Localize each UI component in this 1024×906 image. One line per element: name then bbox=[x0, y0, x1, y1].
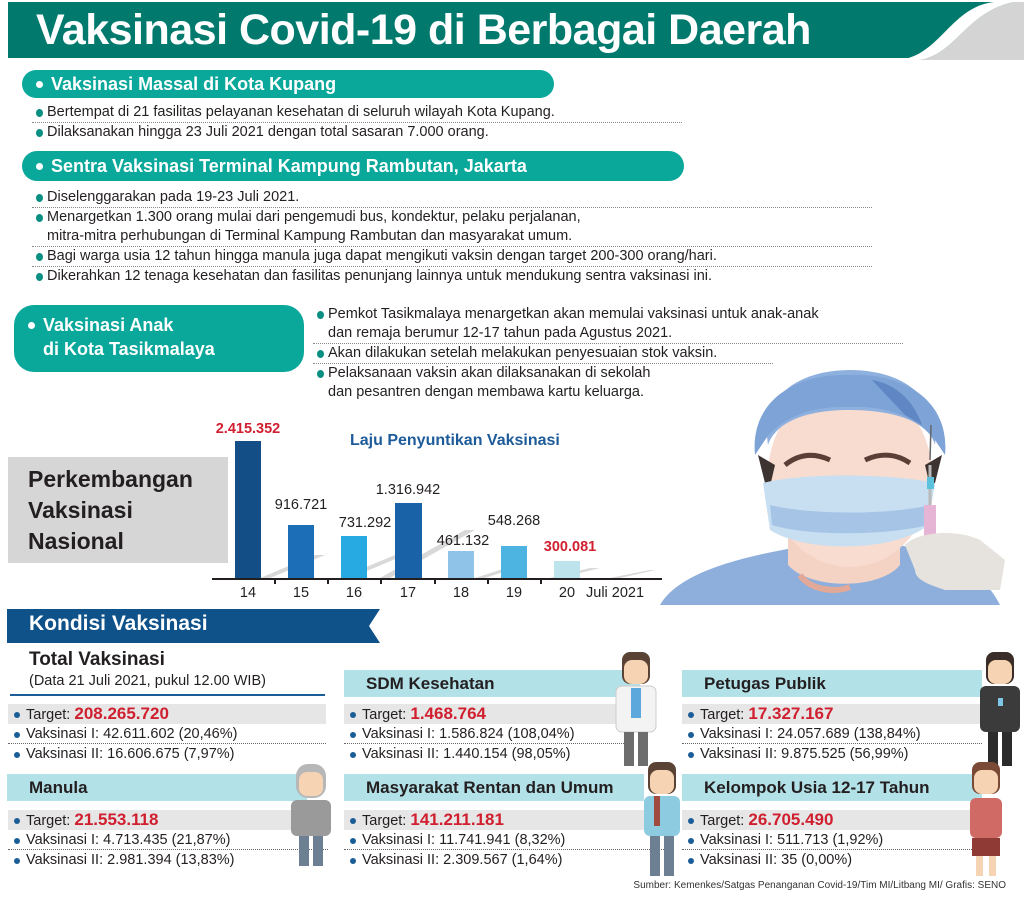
value-label-19: 548.268 bbox=[487, 513, 541, 529]
bar-18 bbox=[448, 551, 474, 578]
target-row: Target: 26.705.490 bbox=[682, 810, 972, 830]
total-subtitle: (Data 21 Juli 2021, pukul 12.00 WIB) bbox=[29, 673, 266, 689]
kondisi-title: Kondisi Vaksinasi bbox=[29, 612, 208, 635]
value-label-17: 1.316.942 bbox=[375, 482, 441, 498]
public-officer-icon bbox=[976, 650, 1024, 770]
bullet-item: Bagi warga usia 12 tahun hingga manula juga dapat mengikuti vaksin dengan target 200-300 orang/hari. bbox=[32, 247, 872, 267]
target-row: Target: 1.468.764 bbox=[344, 704, 634, 724]
value-label-15: 916.721 bbox=[274, 497, 328, 513]
chart-title: Laju Penyuntikan Vaksinasi bbox=[350, 432, 560, 449]
value-label-18: 461.132 bbox=[436, 533, 490, 549]
vaksinasi-1-row: Vaksinasi I: 11.741.941 (8,32%) bbox=[344, 830, 664, 850]
group-petugas-publik-stats bbox=[682, 704, 982, 764]
bullet-item: Pemkot Tasikmalaya menargetkan akan memulai vaksinasi untuk anak-anak bbox=[313, 305, 903, 324]
axis-tick bbox=[327, 578, 329, 584]
bullet-item: Bertempat di 21 fasilitas pelayanan kesehatan di seluruh wilayah Kota Kupang. bbox=[32, 103, 682, 123]
bullet-item: Akan dilakukan setelah melakukan penyesuaian stok vaksin. bbox=[313, 344, 773, 364]
value-label-14: 2.415.352 bbox=[215, 421, 281, 437]
bullet-item: Menargetkan 1.300 orang mulai dari pengemudi bus, kondektur, pelaku perjalanan, bbox=[32, 208, 872, 227]
vaksinasi-2-row: Vaksinasi II: 2.309.567 (1,64%) bbox=[344, 850, 664, 870]
axis-tick bbox=[540, 578, 542, 584]
vaksinasi-1-row: Vaksinasi I: 24.057.689 (138,84%) bbox=[682, 724, 982, 744]
vaksinasi-2-row: Vaksinasi II: 2.981.394 (13,83%) bbox=[8, 850, 328, 870]
section-title: Vaksinasi Massal di Kota Kupang bbox=[51, 73, 337, 94]
group-sdm-kesehatan-heading: SDM Kesehatan bbox=[344, 670, 640, 697]
general-public-icon bbox=[640, 760, 684, 880]
source-credit: Sumber: Kemenkes/Satgas Penanganan Covid-19/Tim MI/Litbang MI/ Grafis: SENO bbox=[633, 880, 1006, 891]
vaksinasi-1-row: Vaksinasi I: 511.713 (1,92%) bbox=[682, 830, 972, 850]
health-worker-illustration bbox=[660, 365, 1024, 605]
x-axis bbox=[212, 578, 662, 580]
vaksinasi-1-row: Vaksinasi I: 42.611.602 (20,46%) bbox=[8, 724, 326, 744]
total-title: Total Vaksinasi bbox=[29, 649, 165, 670]
group-usia-12-17-heading: Kelompok Usia 12-17 Tahun bbox=[682, 774, 982, 801]
target-row: Target: 141.211.181 bbox=[344, 810, 664, 830]
header-wave-decoration bbox=[854, 2, 1024, 60]
group-manula-heading: Manula bbox=[7, 774, 307, 801]
bar-19 bbox=[501, 546, 527, 578]
target-row: Target: 21.553.118 bbox=[8, 810, 328, 830]
x-tick-15: 15 bbox=[292, 585, 310, 601]
vaksinasi-1-row: Vaksinasi I: 1.586.824 (108,04%) bbox=[344, 724, 634, 744]
group-masyarakat-rentan-stats bbox=[344, 810, 664, 870]
target-row: Target: 17.327.167 bbox=[682, 704, 982, 724]
page-title: Vaksinasi Covid-19 di Berbagai Daerah bbox=[36, 6, 811, 54]
value-label-16: 731.292 bbox=[338, 515, 392, 531]
bullet-item: Dilaksanakan hingga 23 Juli 2021 dengan total sasaran 7.000 orang. bbox=[32, 123, 682, 142]
vaksinasi-2-row: Vaksinasi II: 35 (0,00%) bbox=[682, 850, 972, 870]
vaksinasi-2-row: Vaksinasi II: 16.606.675 (7,97%) bbox=[8, 744, 326, 764]
x-tick-19: 19 bbox=[505, 585, 523, 601]
group-petugas-publik-heading: Petugas Publik bbox=[682, 670, 982, 697]
section-title: Sentra Vaksinasi Terminal Kampung Rambutan, Jakarta bbox=[51, 155, 527, 176]
total-divider bbox=[10, 694, 325, 696]
bar-15 bbox=[288, 525, 314, 578]
vaksinasi-2-row: Vaksinasi II: 1.440.154 (98,05%) bbox=[344, 744, 634, 764]
target-row: Target: 208.265.720 bbox=[8, 704, 326, 724]
axis-tick bbox=[434, 578, 436, 584]
x-tick-17: 17 bbox=[399, 585, 417, 601]
group-masyarakat-rentan-heading: Masyarakat Rentan dan Umum bbox=[344, 774, 644, 801]
x-tick-18: 18 bbox=[452, 585, 470, 601]
x-axis-label: Juli 2021 bbox=[586, 585, 645, 601]
vaccination-rate-chart bbox=[0, 0, 680, 610]
vaksinasi-2-row: Vaksinasi II: 9.875.525 (56,99%) bbox=[682, 744, 982, 764]
axis-tick bbox=[274, 578, 276, 584]
national-title: Perkembangan Vaksinasi Nasional bbox=[28, 466, 193, 554]
group-usia-12-17-stats bbox=[682, 810, 972, 870]
section-title: Vaksinasi Anak di Kota Tasikmalaya bbox=[43, 315, 215, 359]
x-tick-14: 14 bbox=[239, 585, 257, 601]
group-sdm-kesehatan-stats bbox=[344, 704, 634, 764]
value-label-20: 300.081 bbox=[543, 539, 597, 555]
bullet-item-continued: dan remaja berumur 12-17 tahun pada Agustus 2021. bbox=[313, 324, 903, 344]
bullet-item: Diselenggarakan pada 19-23 Juli 2021. bbox=[32, 188, 872, 208]
bullet-item: Pelaksanaan vaksin akan dilaksanakan di sekolah bbox=[313, 364, 903, 383]
kondisi-banner bbox=[7, 609, 380, 643]
total-stats bbox=[8, 704, 326, 764]
bullet-item: Dikerahkan 12 tenaga kesehatan dan fasilitas penunjang lainnya untuk mendukung sentra vaksinasi ini. bbox=[32, 267, 872, 286]
vaksinasi-1-row: Vaksinasi I: 4.713.435 (21,87%) bbox=[8, 830, 328, 850]
bullet-item-continued: dan pesantren dengan membawa kartu keluarga. bbox=[328, 384, 644, 400]
bullet-item-continued: mitra-mitra perhubungan di Terminal Kampung Rambutan dan masyarakat umum. bbox=[32, 227, 872, 247]
group-manula-stats bbox=[8, 810, 328, 870]
axis-tick bbox=[487, 578, 489, 584]
axis-tick bbox=[380, 578, 382, 584]
elderly-person-icon bbox=[286, 760, 336, 870]
bar-16 bbox=[341, 536, 367, 578]
bar-20 bbox=[554, 561, 580, 578]
doctor-icon bbox=[612, 650, 660, 770]
x-tick-20: 20 bbox=[558, 585, 576, 601]
x-tick-16: 16 bbox=[345, 585, 363, 601]
teenager-icon bbox=[964, 760, 1008, 880]
